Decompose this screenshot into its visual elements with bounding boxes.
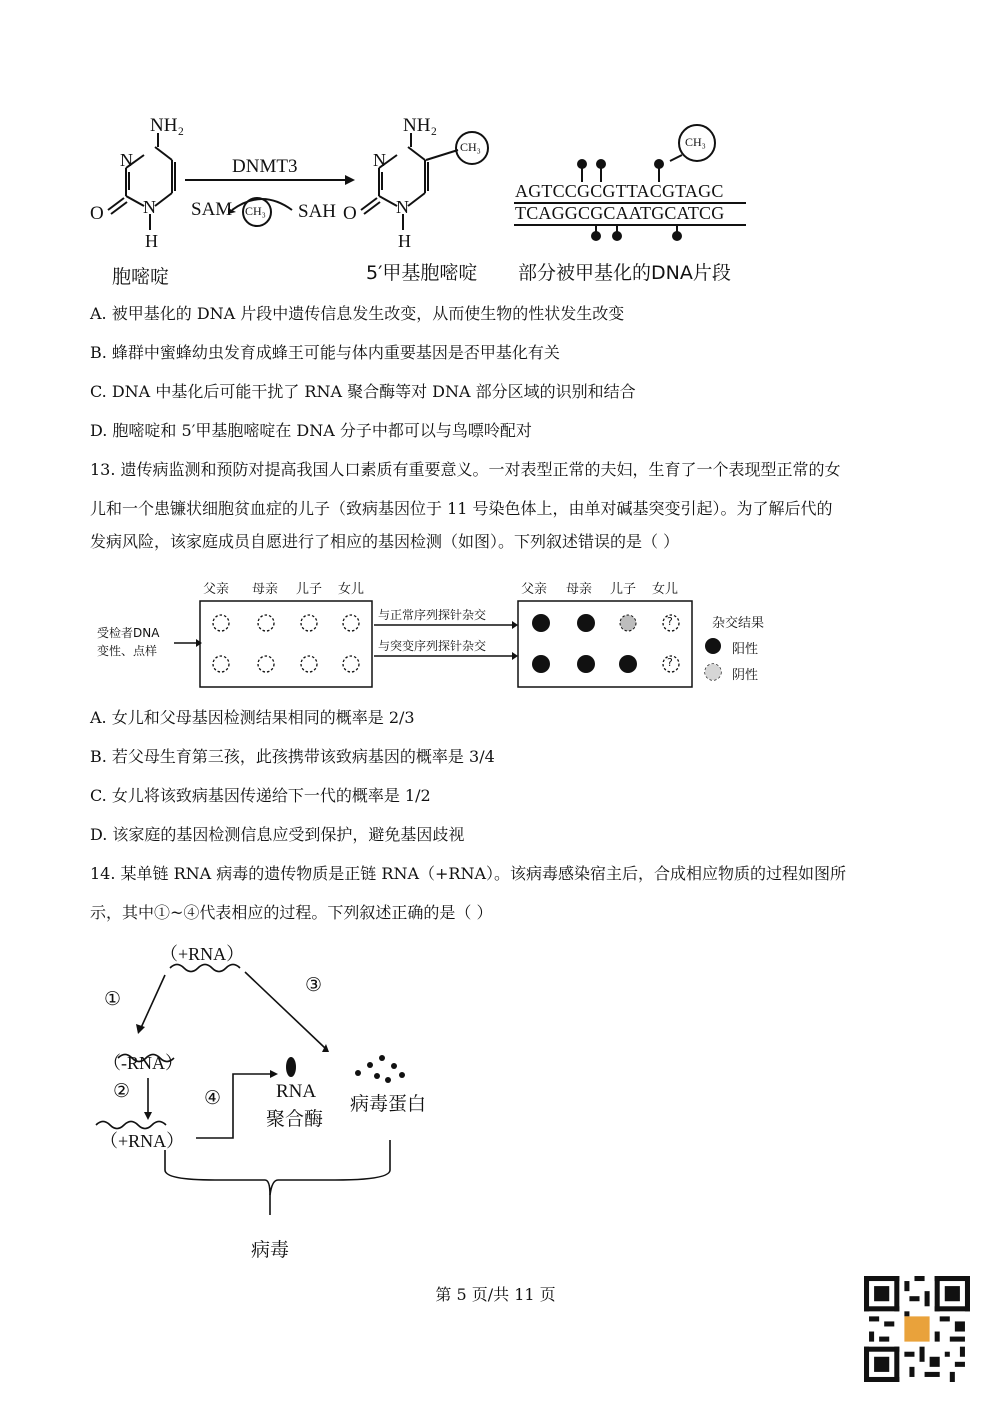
fragment-ch3: CH₃ (685, 135, 706, 149)
step-1: ① (104, 989, 122, 1010)
legend-negative: 阴性 (732, 668, 759, 683)
page-footer: 第 5 页/共 11 页 (435, 1285, 556, 1304)
member-father-right: 父亲 (521, 582, 548, 597)
sam-label: SAM (191, 199, 233, 220)
rna-polymerase-line2: 聚合酶 (266, 1108, 324, 1130)
q13-option-d: D. 该家庭的基因检测信息应受到保护，避免基因歧视 (90, 825, 465, 844)
cytosine-o: O (90, 203, 104, 224)
daughter-unknown-mutant: ? (667, 656, 673, 669)
member-daughter-right: 女儿 (652, 582, 679, 597)
strand-bottom: TCAGGCGCAATGCATCG (515, 203, 725, 223)
q12-option-a: A. 被甲基化的 DNA 片段中遗传信息发生改变，从而使生物的性状发生改变 (90, 304, 625, 323)
probe-normal-label: 与正常序列探针杂交 (378, 608, 487, 622)
legend-positive: 阳性 (732, 642, 759, 657)
q12-option-c: C. DNA 中基化后可能干扰了 RNA 聚合酶等对 DNA 部分区域的识别和结合 (90, 382, 636, 401)
sam-ch3: CH₃ (245, 204, 266, 218)
methylcytosine-n1: N (396, 197, 409, 217)
q13-stem-line3: 发病风险，该家庭成员自愿进行了相应的基因检测（如图）。下列叙述错误的是（ ） (90, 532, 680, 551)
member-father-left: 父亲 (203, 582, 230, 597)
step-2: ② (113, 1081, 131, 1102)
cytosine-n1: N (143, 197, 156, 217)
q13-stem-line2: 儿和一个患镰状细胞贫血症的儿子（致病基因位于 11 号染色体上，由单对碱基突变引起）。为了解后代的 (90, 499, 833, 518)
methylcytosine-ch3: CH₃ (460, 140, 481, 154)
rna-polymerase-line1: RNA (276, 1081, 317, 1102)
sah-label: SAH (298, 201, 337, 222)
q13-option-c: C. 女儿将该致病基因传递给下一代的概率是 1/2 (90, 786, 431, 805)
member-mother-right: 母亲 (566, 582, 593, 597)
q14-stem-line1: 14. 某单链 RNA 病毒的遗传物质是正链 RNA（+RNA）。该病毒感染宿主后，合成相应物质的过程如图所 (90, 864, 847, 883)
minus-rna: （-RNA） (103, 1053, 183, 1073)
q12-option-d: D. 胞嘧啶和 5′甲基胞嘧啶在 DNA 分子中都可以与鸟嘌呤配对 (90, 421, 532, 440)
q13-option-a: A. 女儿和父母基因检测结果相同的概率是 2/3 (90, 708, 415, 727)
input-label-1: 受检者DNA (97, 626, 160, 640)
member-daughter-left: 女儿 (338, 582, 365, 597)
qr-code-icon (864, 1276, 970, 1382)
member-mother-left: 母亲 (252, 582, 279, 597)
q12-option-b: B. 蜂群中蜜蜂幼虫发育成蜂王可能与体内重要基因是否甲基化有关 (90, 343, 560, 362)
q14-stem-line2: 示，其中①~④代表相应的过程。下列叙述正确的是（ ） (90, 903, 493, 922)
probe-mutant-label: 与突变序列探针杂交 (378, 639, 487, 653)
methylcytosine-n3: N (373, 150, 386, 170)
plus-rna-bottom: （+RNA） (100, 1131, 185, 1151)
label-methylcytosine: 5′甲基胞嘧啶 (366, 262, 478, 284)
label-cytosine: 胞嘧啶 (112, 266, 170, 288)
strand-top: AGTCCGCGTTACGTAGC (515, 181, 724, 201)
legend-title: 杂交结果 (712, 616, 765, 631)
cytosine-nh2: NH₂ (150, 115, 185, 136)
enzyme-label: DNMT3 (232, 156, 298, 177)
cytosine-h: H (145, 231, 158, 251)
member-son-right: 儿子 (610, 582, 637, 597)
virus-label: 病毒 (251, 1239, 290, 1261)
step-3: ③ (305, 975, 323, 996)
step-4: ④ (204, 1088, 222, 1109)
q13-option-b: B. 若父母生育第三孩，此孩携带该致病基因的概率是 3/4 (90, 747, 495, 766)
input-label-2: 变性、点样 (97, 644, 158, 658)
daughter-unknown-normal: ? (667, 615, 673, 628)
methylcytosine-h: H (398, 231, 411, 251)
label-fragment: 部分被甲基化的DNA片段 (518, 262, 731, 284)
methylcytosine-nh2: NH₂ (403, 115, 438, 136)
member-son-left: 儿子 (296, 582, 323, 597)
cytosine-n3: N (120, 150, 133, 170)
viral-protein-label: 病毒蛋白 (350, 1093, 427, 1115)
methylcytosine-o: O (343, 203, 357, 224)
q13-stem-line1: 13. 遗传病监测和预防对提高我国人口素质有重要意义。一对表型正常的夫妇，生育了一个表现型正常的女 (90, 460, 841, 479)
plus-rna-top: （+RNA） (160, 944, 245, 964)
